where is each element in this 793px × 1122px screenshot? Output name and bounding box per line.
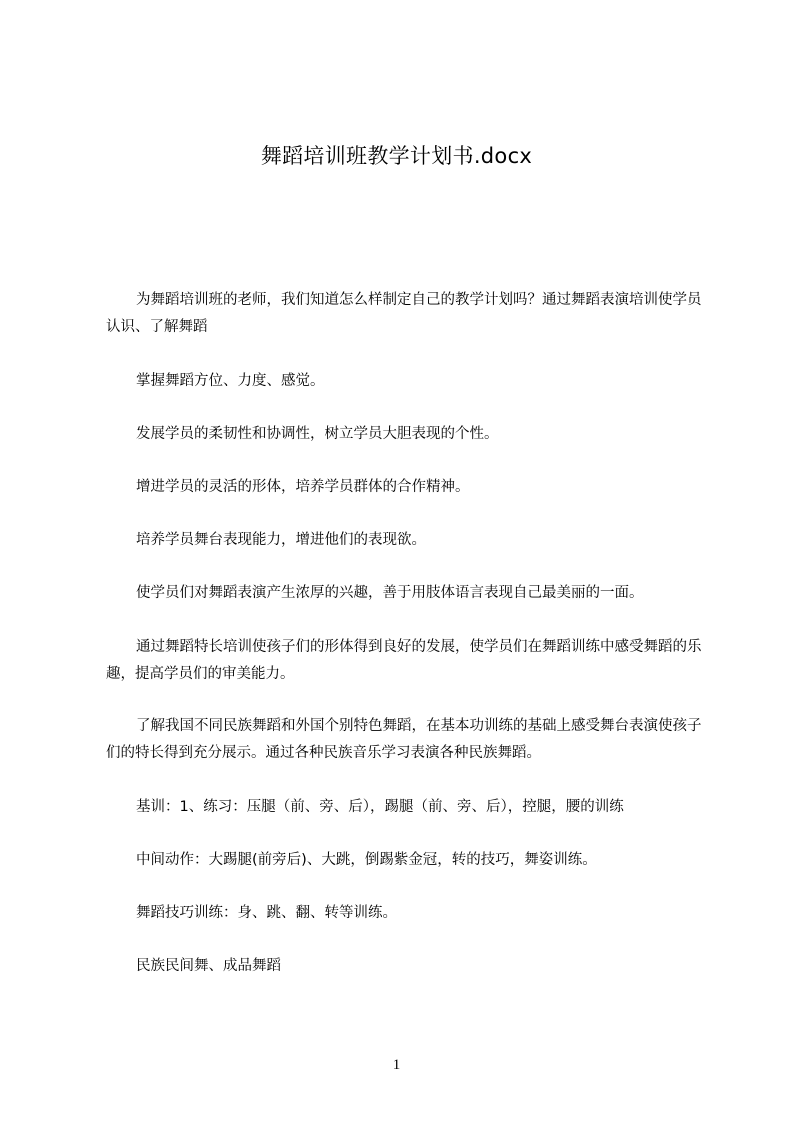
paragraph-goal-5: 使学员们对舞蹈表演产生浓厚的兴趣，善于用肢体语言表现自己最美丽的一面。	[136, 585, 644, 601]
page-number: 1	[392, 1057, 401, 1073]
paragraph-intro: 为舞蹈培训班的老师，我们知道怎么样制定自己的教学计划吗？通过舞蹈表演培训使学员认识、了解舞蹈	[106, 292, 702, 335]
paragraph-goal-4: 培养学员舞台表现能力，增进他们的表现欲。	[136, 532, 426, 548]
paragraph-technique: 舞蹈技巧训练：身、跳、翻、转等训练。	[136, 905, 397, 921]
paragraph-folk-dance: 民族民间舞、成品舞蹈	[136, 958, 281, 974]
paragraph-center-moves: 中间动作：大踢腿(前旁后)、大跳，倒踢紫金冠，转的技巧，舞姿训练。	[136, 852, 597, 868]
paragraph-goal-6: 通过舞蹈特长培训使孩子们的形体得到良好的发展，使学员们在舞蹈训练中感受舞蹈的乐趣，提高学员们的审美能力。	[106, 639, 702, 682]
paragraph-goal-1: 掌握舞蹈方位、力度、感觉。	[136, 373, 325, 389]
paragraph-basic-training: 基训：1、练习：压腿（前、旁、后），踢腿（前、旁、后），控腿，腰的训练	[136, 799, 624, 815]
paragraph-goal-3: 增进学员的灵活的形体，培养学员群体的合作精神。	[136, 479, 470, 495]
paragraph-goal-2: 发展学员的柔韧性和协调性，树立学员大胆表现的个性。	[136, 426, 499, 442]
paragraph-goal-7: 了解我国不同民族舞蹈和外国个别特色舞蹈，在基本功训练的基础上感受舞台表演使孩子们的特长得到充分展示。通过各种民族音乐学习表演各种民族舞蹈。	[106, 718, 702, 761]
document-title: 舞蹈培训班教学计划书.docx	[260, 144, 533, 168]
